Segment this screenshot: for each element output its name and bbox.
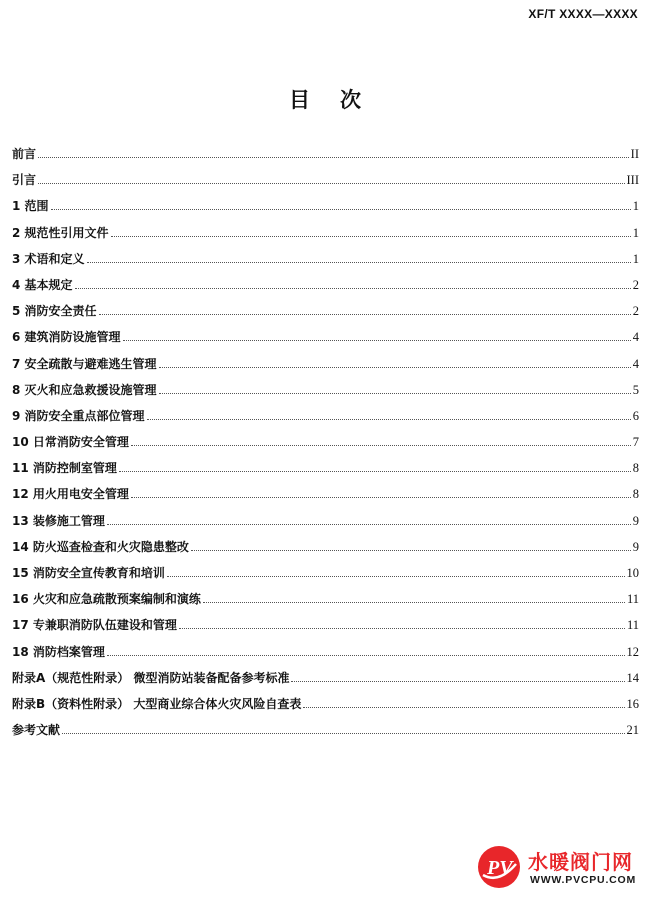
site-watermark xyxy=(476,844,646,896)
toc-entry-title: 5 消防安全责任 xyxy=(12,304,97,319)
toc-entry-title: 15 消防安全宣传教育和培训 xyxy=(12,566,165,580)
toc-entry-title: 16 火灾和应急疏散预案编制和演练 xyxy=(12,592,201,607)
pv-logo-icon xyxy=(476,844,522,890)
toc-entry[interactable] xyxy=(12,276,639,302)
table-of-contents xyxy=(12,145,639,747)
toc-entry[interactable] xyxy=(12,407,639,433)
toc-leader-dots xyxy=(123,328,631,341)
toc-entry-page: 16 xyxy=(626,696,639,711)
toc-entry-page: 12 xyxy=(626,644,639,659)
toc-entry-page: III xyxy=(626,173,639,188)
toc-entry-page: 9 xyxy=(632,539,639,554)
toc-entry[interactable] xyxy=(12,616,639,642)
toc-leader-dots xyxy=(107,512,631,525)
toc-entry-page: II xyxy=(630,147,639,161)
toc-entry[interactable] xyxy=(12,355,639,381)
toc-entry-title: 参考文献 xyxy=(12,723,61,738)
toc-entry[interactable] xyxy=(12,669,639,695)
toc-leader-dots xyxy=(38,145,629,158)
toc-entry-page: 2 xyxy=(632,277,639,292)
toc-leader-dots xyxy=(131,485,631,498)
toc-entry-page: 5 xyxy=(632,382,639,397)
toc-leader-dots xyxy=(107,643,625,656)
toc-entry-page: 1 xyxy=(632,225,639,240)
watermark-site-name: 水暖阀门网 xyxy=(528,850,633,874)
toc-entry-title: 17 专兼职消防队伍建设和管理 xyxy=(12,618,177,633)
toc-entry[interactable] xyxy=(12,590,639,616)
toc-entry-title: 4 基本规定 xyxy=(12,277,73,292)
toc-entry[interactable] xyxy=(12,224,639,250)
toc-entry-title: 8 灭火和应急救援设施管理 xyxy=(12,382,157,397)
toc-entry[interactable] xyxy=(12,433,639,459)
toc-entry-page: 7 xyxy=(632,435,639,450)
toc-leader-dots xyxy=(167,564,625,577)
toc-leader-dots xyxy=(51,197,631,210)
toc-entry-title: 18 消防档案管理 xyxy=(12,644,105,659)
toc-entry[interactable] xyxy=(12,250,639,276)
toc-leader-dots xyxy=(159,355,631,368)
toc-entry-title: 2 规范性引用文件 xyxy=(12,225,109,240)
toc-entry[interactable] xyxy=(12,171,639,197)
toc-entry-title: 13 装修施工管理 xyxy=(12,513,105,528)
toc-leader-dots xyxy=(291,669,624,682)
toc-entry[interactable] xyxy=(12,381,639,407)
toc-entry-page: 4 xyxy=(632,356,639,371)
toc-entry-page: 9 xyxy=(632,513,639,528)
toc-entry-title: 3 术语和定义 xyxy=(12,251,85,266)
toc-entry-title: 1 范围 xyxy=(12,199,49,214)
toc-entry-page: 6 xyxy=(632,408,639,423)
toc-entry-page: 2 xyxy=(632,304,639,319)
toc-entry[interactable] xyxy=(12,721,639,747)
toc-entry-title: 7 安全疏散与避难逃生管理 xyxy=(12,356,157,371)
toc-leader-dots xyxy=(131,433,631,446)
toc-entry-page: 11 xyxy=(626,592,639,607)
document-code: XF/T XXXX—XXXX xyxy=(528,7,638,21)
pv-logo-letters: PV xyxy=(487,857,513,879)
page-title: 目次 xyxy=(289,88,391,112)
toc-entry-page: 11 xyxy=(626,618,639,633)
toc-entry[interactable] xyxy=(12,564,639,590)
toc-leader-dots xyxy=(179,616,625,629)
toc-leader-dots xyxy=(203,590,625,603)
toc-entry-page: 1 xyxy=(632,251,639,266)
toc-leader-dots xyxy=(119,459,631,472)
toc-entry[interactable] xyxy=(12,485,639,511)
toc-leader-dots xyxy=(303,695,624,708)
toc-entry[interactable] xyxy=(12,328,639,354)
toc-leader-dots xyxy=(191,538,631,551)
toc-entry[interactable] xyxy=(12,302,639,328)
toc-entry-title: 引言 xyxy=(12,173,37,188)
toc-leader-dots xyxy=(111,224,631,237)
toc-entry-page: 10 xyxy=(626,566,639,580)
toc-entry[interactable] xyxy=(12,459,639,485)
toc-entry-page: 8 xyxy=(632,487,639,502)
toc-entry-title: 6 建筑消防设施管理 xyxy=(12,330,121,345)
toc-leader-dots xyxy=(99,302,631,315)
toc-entry[interactable] xyxy=(12,695,639,721)
toc-entry-title: 附录A（规范性附录） 微型消防站装备配备参考标准 xyxy=(12,670,290,685)
toc-entry-page: 8 xyxy=(632,461,639,476)
toc-entry[interactable] xyxy=(12,145,639,171)
toc-entry-title: 11 消防控制室管理 xyxy=(12,461,117,476)
toc-entry-page: 1 xyxy=(632,199,639,214)
toc-entry[interactable] xyxy=(12,197,639,223)
toc-entry-title: 10 日常消防安全管理 xyxy=(12,435,129,450)
toc-leader-dots xyxy=(75,276,631,289)
toc-entry-page: 14 xyxy=(626,670,639,685)
toc-leader-dots xyxy=(87,250,631,263)
toc-leader-dots xyxy=(62,721,624,734)
toc-entry-title: 14 防火巡查检查和火灾隐患整改 xyxy=(12,539,189,554)
toc-entry-title: 附录B（资料性附录） 大型商业综合体火灾风险自查表 xyxy=(12,696,302,711)
toc-entry-title: 9 消防安全重点部位管理 xyxy=(12,408,145,423)
toc-leader-dots xyxy=(159,381,631,394)
toc-entry-title: 12 用火用电安全管理 xyxy=(12,487,129,502)
toc-entry-title: 前言 xyxy=(12,147,37,161)
watermark-url: WWW.PVCPU.COM xyxy=(530,874,637,886)
toc-leader-dots xyxy=(147,407,631,420)
toc-entry[interactable] xyxy=(12,643,639,669)
toc-entry-page: 4 xyxy=(632,330,639,345)
toc-entry[interactable] xyxy=(12,538,639,564)
toc-entry[interactable] xyxy=(12,512,639,538)
toc-leader-dots xyxy=(38,171,624,184)
toc-entry-page: 21 xyxy=(626,723,639,738)
